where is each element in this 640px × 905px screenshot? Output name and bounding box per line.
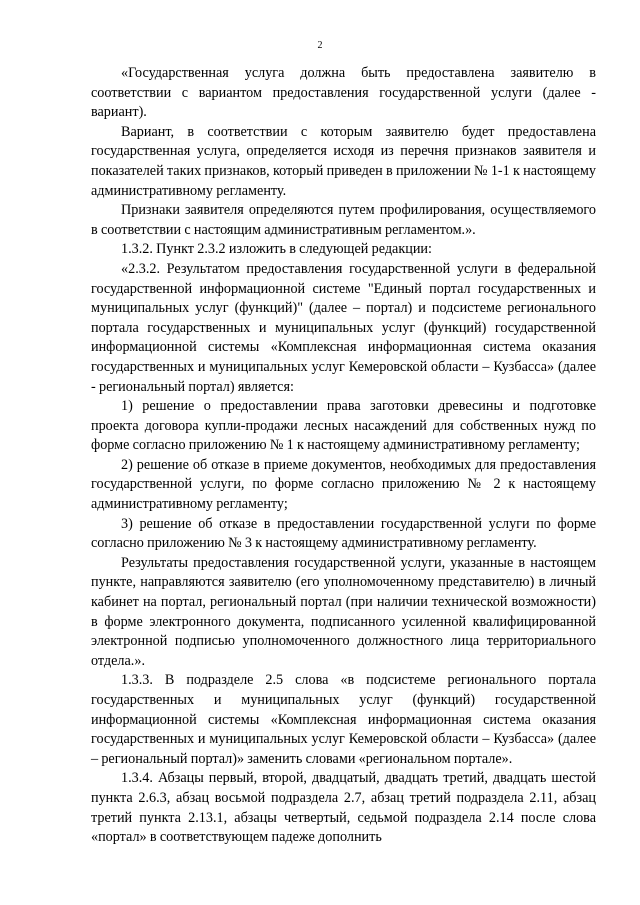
paragraph-11: 1.3.4. Абзацы первый, второй, двадцатый, двадцать третий, двадцать шестой пункта 2.6.3, абзац восьмой подраздела 2.7, абзац третий подраздела 2.11, абзац третий пункта 2.13.1, абзацы четвертый, седьмой подраздела 2.14 после слова «портал» в соответствующем падеже дополнить (91, 770, 596, 846)
paragraph-6: 1) решение о предоставлении права заготовки древесины и подготовке проекта договора купли-продажи лесных насаждений для собственных нужд по форме согласно приложению № 1 к настоящему административному регламенту; (91, 398, 596, 454)
document-body (91, 64, 596, 848)
paragraph-3: Признаки заявителя определяются путем профилирования, осуществляемого в соответствии с настоящим административным регламентом.». (91, 202, 596, 238)
paragraph-9: Результаты предоставления государственной услуги, указанные в настоящем пункте, направляются заявителю (его уполномоченному представителю) в личный кабинет на портал, региональный портал (при наличии технической возможности) в форме электронного документа, подписанного усиленной квалифицированной электронной подписью уполномоченного должностного лица территориального отдела.». (91, 554, 596, 669)
paragraph-1: «Государственная услуга должна быть предоставлена заявителю в соответствии с вариантом предоставления государственной услуги (далее - вариант). (91, 65, 596, 121)
paragraph-4: 1.3.2. Пункт 2.3.2 изложить в следующей редакции: (121, 241, 432, 258)
paragraph-2: Вариант, в соответствии с которым заявителю будет предоставлена государственная услуга, определяется исходя из перечня признаков заявителя и показателей таких признаков, который приведен в приложении № 1-1 к настоящему административному регламенту. (91, 123, 596, 199)
paragraph-8: 3) решение об отказе в предоставлении государственной услуги по форме согласно приложению № 3 к настоящему административному регламенту. (91, 515, 596, 552)
paragraph-10: 1.3.3. В подразделе 2.5 слова «в подсистеме регионального портала государственных и муниципальных услуг (функций) государственной информационной системы «Комплексная информационная система оказания государственных и муниципальных услуг Кемеровской области – Кузбасса» (далее – региональный портал)» заменить словами «региональном портале». (91, 672, 596, 767)
paragraph-7: 2) решение об отказе в приеме документов, необходимых для предоставления государственной услуги, по форме согласно приложению № 2 к настоящему административному регламенту; (91, 456, 596, 513)
paragraph-5: «2.3.2. Результатом предоставления государственной услуги в федеральной государственной информационной системе "Единый портал государственных и муниципальных услуг (функций)" (далее – портал) и подсистеме регионального портала государственных и муниципальных услуг (функций) государственной информационной системы «Комплексная информационная система оказания государственных и муниципальных услуг Кемеровской области – Кузбасса» (далее - региональный портал) является: (91, 260, 596, 395)
page-number: 2 (317, 40, 323, 51)
